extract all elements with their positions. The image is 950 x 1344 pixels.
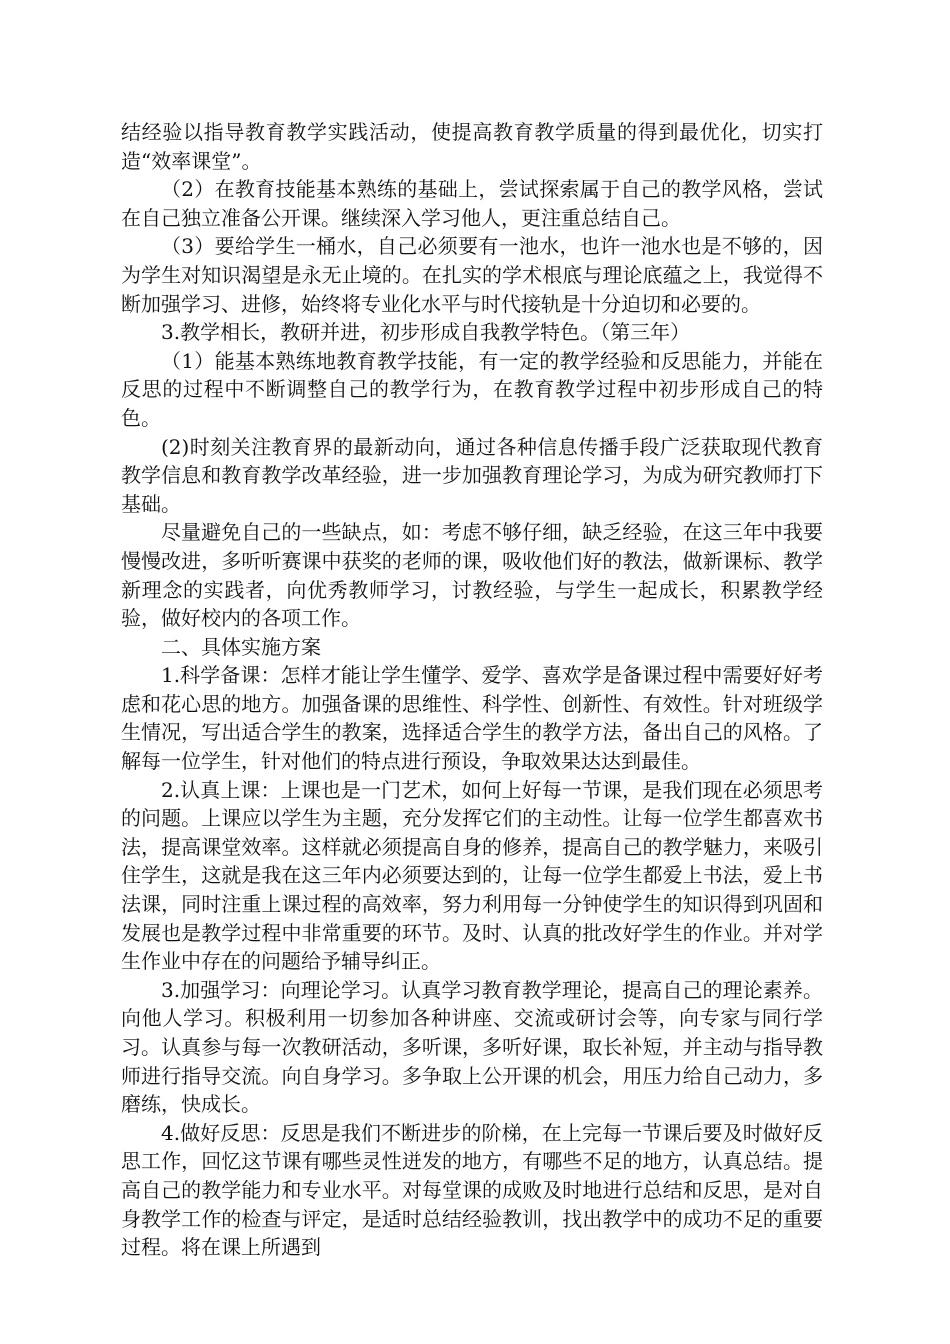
section-heading-implementation: 二、具体实施方案 — [161, 634, 321, 659]
paragraph-teaching: 2.认真上课：上课也是一门艺术，如何上好每一节课，是我们现在必须思考的问题。上课应以学生为主题，充分发挥它们的主动性。让每一位学生都喜欢书法，提高课堂效率。这样就必须提高自身的修养，提高自己的教学魅力，来吸引住学生，这就是我在这三年内必须要达到的，让每一位学生都爱上书法，爱上书法课，同时注重上课过程的高效率，努力利用每一分钟使学生的知识得到巩固和发展也是教学过程中非常重要的环节。及时、认真的批改好学生的作业。并对学生作业中存在的问题给予辅导纠正。 — [121, 777, 823, 974]
paragraph-3: （3）要给学生一桶水，自己必须要有一池水，也许一池水也是不够的，因为学生对知识渴望是永无止境的。在扎实的学术根底与理论底蕴之上，我觉得不断加强学习、进修，始终将专业化水平与时代接轨是十分迫切和必要的。 — [121, 234, 823, 316]
paragraph-2: （2）在教育技能基本熟练的基础上，尝试探索属于自己的教学风格，尝试在自己独立准备公开课。继续深入学习他人，更注重总结自己。 — [121, 177, 823, 230]
paragraph-6: (2)时刻关注教育界的最新动向，通过各种信息传播手段广泛获取现代教育教学信息和教育教学改革经验，进一步加强教育理论学习，为成为研究教师打下基础。 — [121, 434, 823, 516]
section-heading-year-three: 3.教学相长，教研并进，初步形成自我教学特色。（第三年） — [161, 320, 691, 345]
paragraph-5: （1）能基本熟练地教育教学技能，有一定的教学经验和反思能力，并能在反思的过程中不断调整自己的教学行为，在教育教学过程中初步形成自己的特色。 — [121, 348, 823, 430]
paragraph-lesson-prep: 1.科学备课：怎样才能让学生懂学、爱学、喜欢学是备课过程中需要好好考虑和花心思的地方。加强备课的思维性、科学性、创新性、有效性。针对班级学生情况，写出适合学生的教案，选择适合学生的教学方法，备出自己的风格。了解每一位学生，针对他们的特点进行预设，争取效果达达到最佳。 — [121, 663, 823, 774]
paragraph-learning: 3.加强学习：向理论学习。认真学习教育教学理论，提高自己的理论素养。向他人学习。积极利用一切参加各种讲座、交流或研讨会等，向专家与同行学习。认真参与每一次教研活动，多听课，多听好课，取长补短，并主动与指导教师进行指导交流。向自身学习。多争取上公开课的机会，用压力给自己动力，多磨练，快成长。 — [121, 977, 823, 1117]
paragraph-7: 尽量避免自己的一些缺点，如：考虑不够仔细，缺乏经验，在这三年中我要慢慢改进，多听听赛课中获奖的老师的课，吸收他们好的教法，做新课标、教学新理念的实践者，向优秀教师学习，讨教经验，与学生一起成长，积累教学经验，做好校内的各项工作。 — [121, 520, 823, 631]
paragraph-reflection: 4.做好反思：反思是我们不断进步的阶梯，在上完每一节课后要及时做好反思工作，回忆这节课有哪些灵性迸发的地方，有哪些不足的地方，认真总结。提高自己的教学能力和专业水平。对每堂课的成败及时地进行总结和反思，是对自身教学工作的检查与评定，是适时总结经验教训，找出教学中的成功不足的重要过程。将在课上所遇到 — [121, 1120, 823, 1260]
document-body — [121, 118, 823, 1262]
paragraph-1: 结经验以指导教育教学实践活动，使提高教育教学质量的得到最优化，切实打造“效率课堂”。 — [121, 120, 823, 173]
